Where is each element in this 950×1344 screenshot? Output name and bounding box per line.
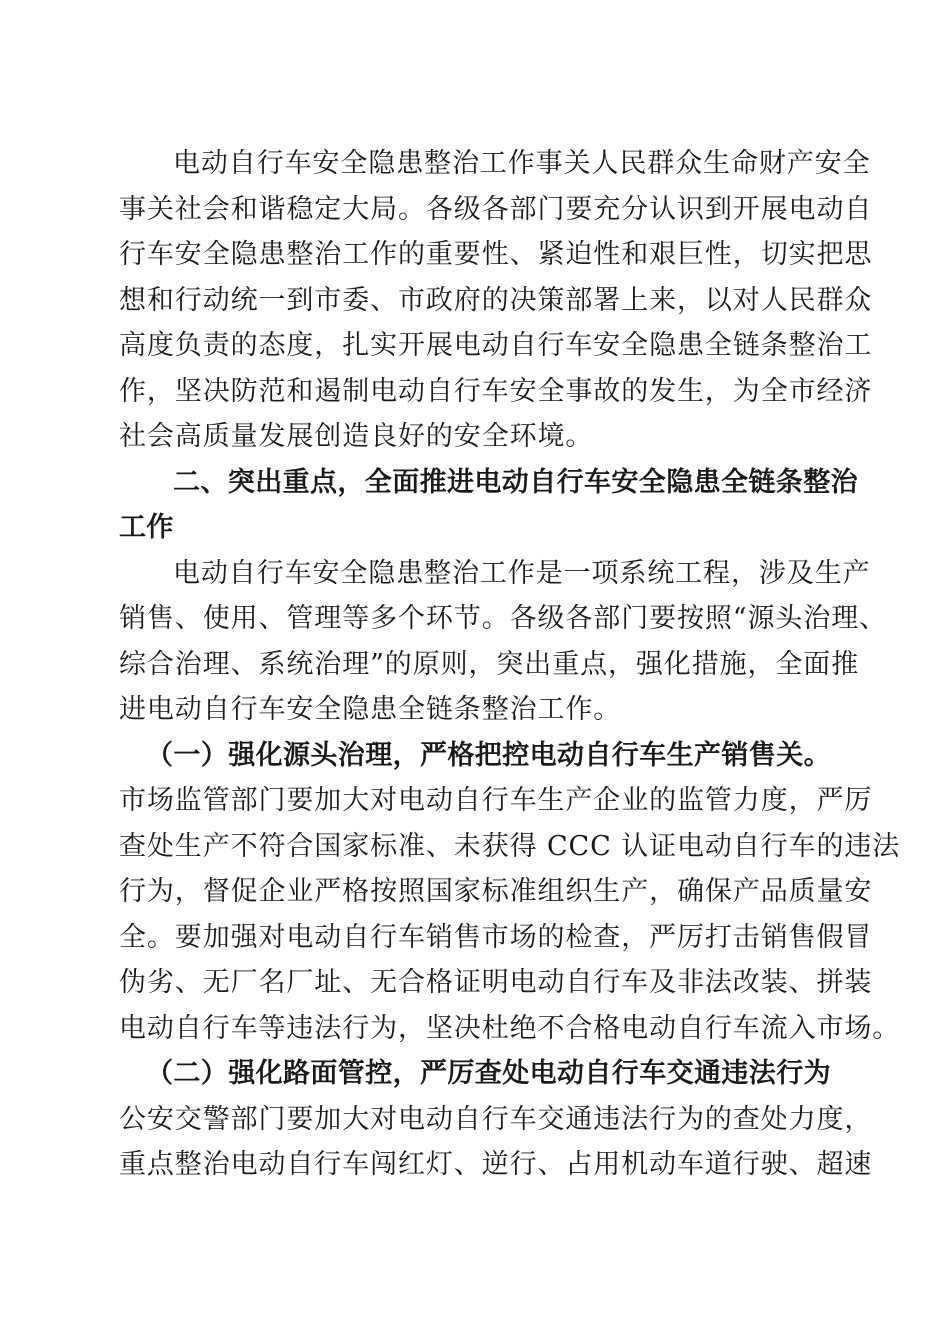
paragraph-1-line-7: 社会高质量发展创造良好的安全环境。	[119, 421, 594, 452]
paragraph-3-line-1: 市场监管部门要加大对电动自行车生产企业的监管力度，严厉	[119, 785, 873, 816]
paragraph-3-line-4: 全。要加强对电动自行车销售市场的检查，严厉打击销售假冒	[119, 922, 873, 953]
paragraph-1-line-4: 想和行动统一到市委、市政府的决策部署上来，以对人民群众	[119, 285, 873, 316]
paragraph-3-line-6: 电动自行车等违法行为，坚决杜绝不合格电动自行车流入市场。	[119, 1013, 901, 1044]
paragraph-4-line-2: 重点整治电动自行车闯红灯、逆行、占用机动车道行驶、超速	[119, 1149, 873, 1180]
paragraph-2-line-2: 销售、使用、管理等多个环节。各级各部门要按照“源头治理、	[119, 603, 888, 634]
subheading-1: （一）强化源头治理，严格把控电动自行车生产销售关。	[146, 740, 831, 771]
subheading-2: （二）强化路面管控，严厉查处电动自行车交通违法行为	[146, 1058, 831, 1089]
paragraph-1-line-2: 事关社会和谐稳定大局。各级各部门要充分认识到开展电动自	[119, 194, 873, 225]
paragraph-2-line-4: 进电动自行车安全隐患全链条整治工作。	[119, 694, 622, 725]
paragraph-3-line-5: 伪劣、无厂名厂址、无合格证明电动自行车及非法改装、拼装	[119, 967, 873, 998]
paragraph-1-line-1: 电动自行车安全隐患整治工作事关人民群众生命财产安全	[173, 148, 871, 179]
paragraph-1-line-6: 作，坚决防范和遏制电动自行车安全事故的发生，为全市经济	[119, 376, 873, 407]
section-heading-line-2: 工作	[119, 512, 174, 543]
section-heading-line-1: 二、突出重点，全面推进电动自行车安全隐患全链条整治	[173, 467, 858, 498]
paragraph-4-line-1: 公安交警部门要加大对电动自行车交通违法行为的查处力度，	[119, 1104, 873, 1135]
paragraph-1-line-5: 高度负责的态度，扎实开展电动自行车安全隐患全链条整治工	[119, 330, 873, 361]
paragraph-1-line-3: 行车安全隐患整治工作的重要性、紧迫性和艰巨性，切实把思	[119, 239, 873, 270]
paragraph-3-line-3: 行为，督促企业严格按照国家标准组织生产，确保产品质量安	[119, 876, 873, 907]
paragraph-3-line-2: 查处生产不符合国家标准、未获得 CCC 认证电动自行车的违法	[119, 831, 901, 862]
paragraph-2-line-3: 综合治理、系统治理”的原则，突出重点，强化措施，全面推	[119, 649, 860, 680]
paragraph-2-line-1: 电动自行车安全隐患整治工作是一项系统工程，涉及生产	[173, 558, 871, 589]
